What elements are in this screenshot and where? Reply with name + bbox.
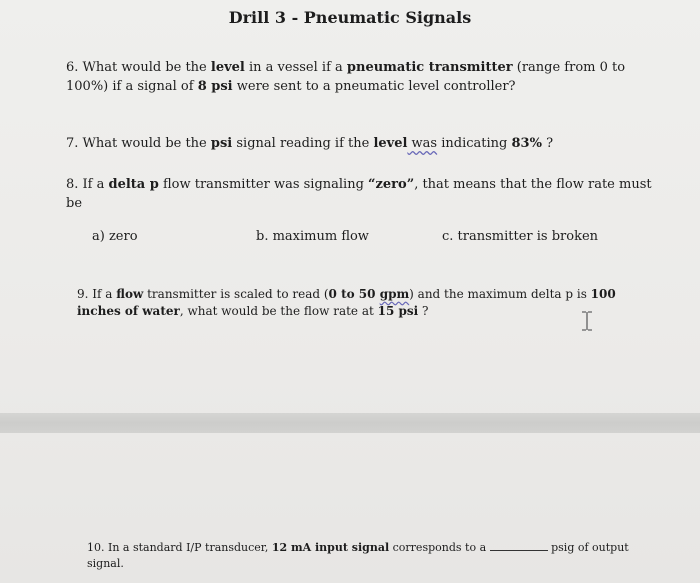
question-7: 7. What would be the psi signal reading if the level was indicating 83% ? (66, 136, 554, 151)
answer-blank (490, 540, 548, 551)
page-title: Drill 3 - Pneumatic Signals (228, 8, 472, 27)
option-c: c. transmitter is broken (442, 229, 599, 244)
question-9: 9. If a flow transmitter is scaled to read (0 to 50 gpm) and the maximum delta p is 100 inches of water, what would be the flow rate at 15 psi ? (77, 287, 616, 318)
question-8: 8. If a delta p flow transmitter was signaling “zero”, that means that the flow rate must be (66, 177, 652, 211)
text-cursor-icon (577, 310, 597, 332)
question-6: 6. What would be the level in a vessel if a pneumatic transmitter (range from 0 to 100%) if a signal of 8 psi were sent to a pneumatic level controller? (66, 60, 626, 94)
page-divider (0, 413, 700, 433)
question-10: 10. In a standard I/P transducer, 12 mA input signal corresponds to a psig of output signal. (87, 541, 629, 570)
option-a: a) zero (92, 229, 138, 244)
option-b: b. maximum flow (256, 229, 369, 244)
